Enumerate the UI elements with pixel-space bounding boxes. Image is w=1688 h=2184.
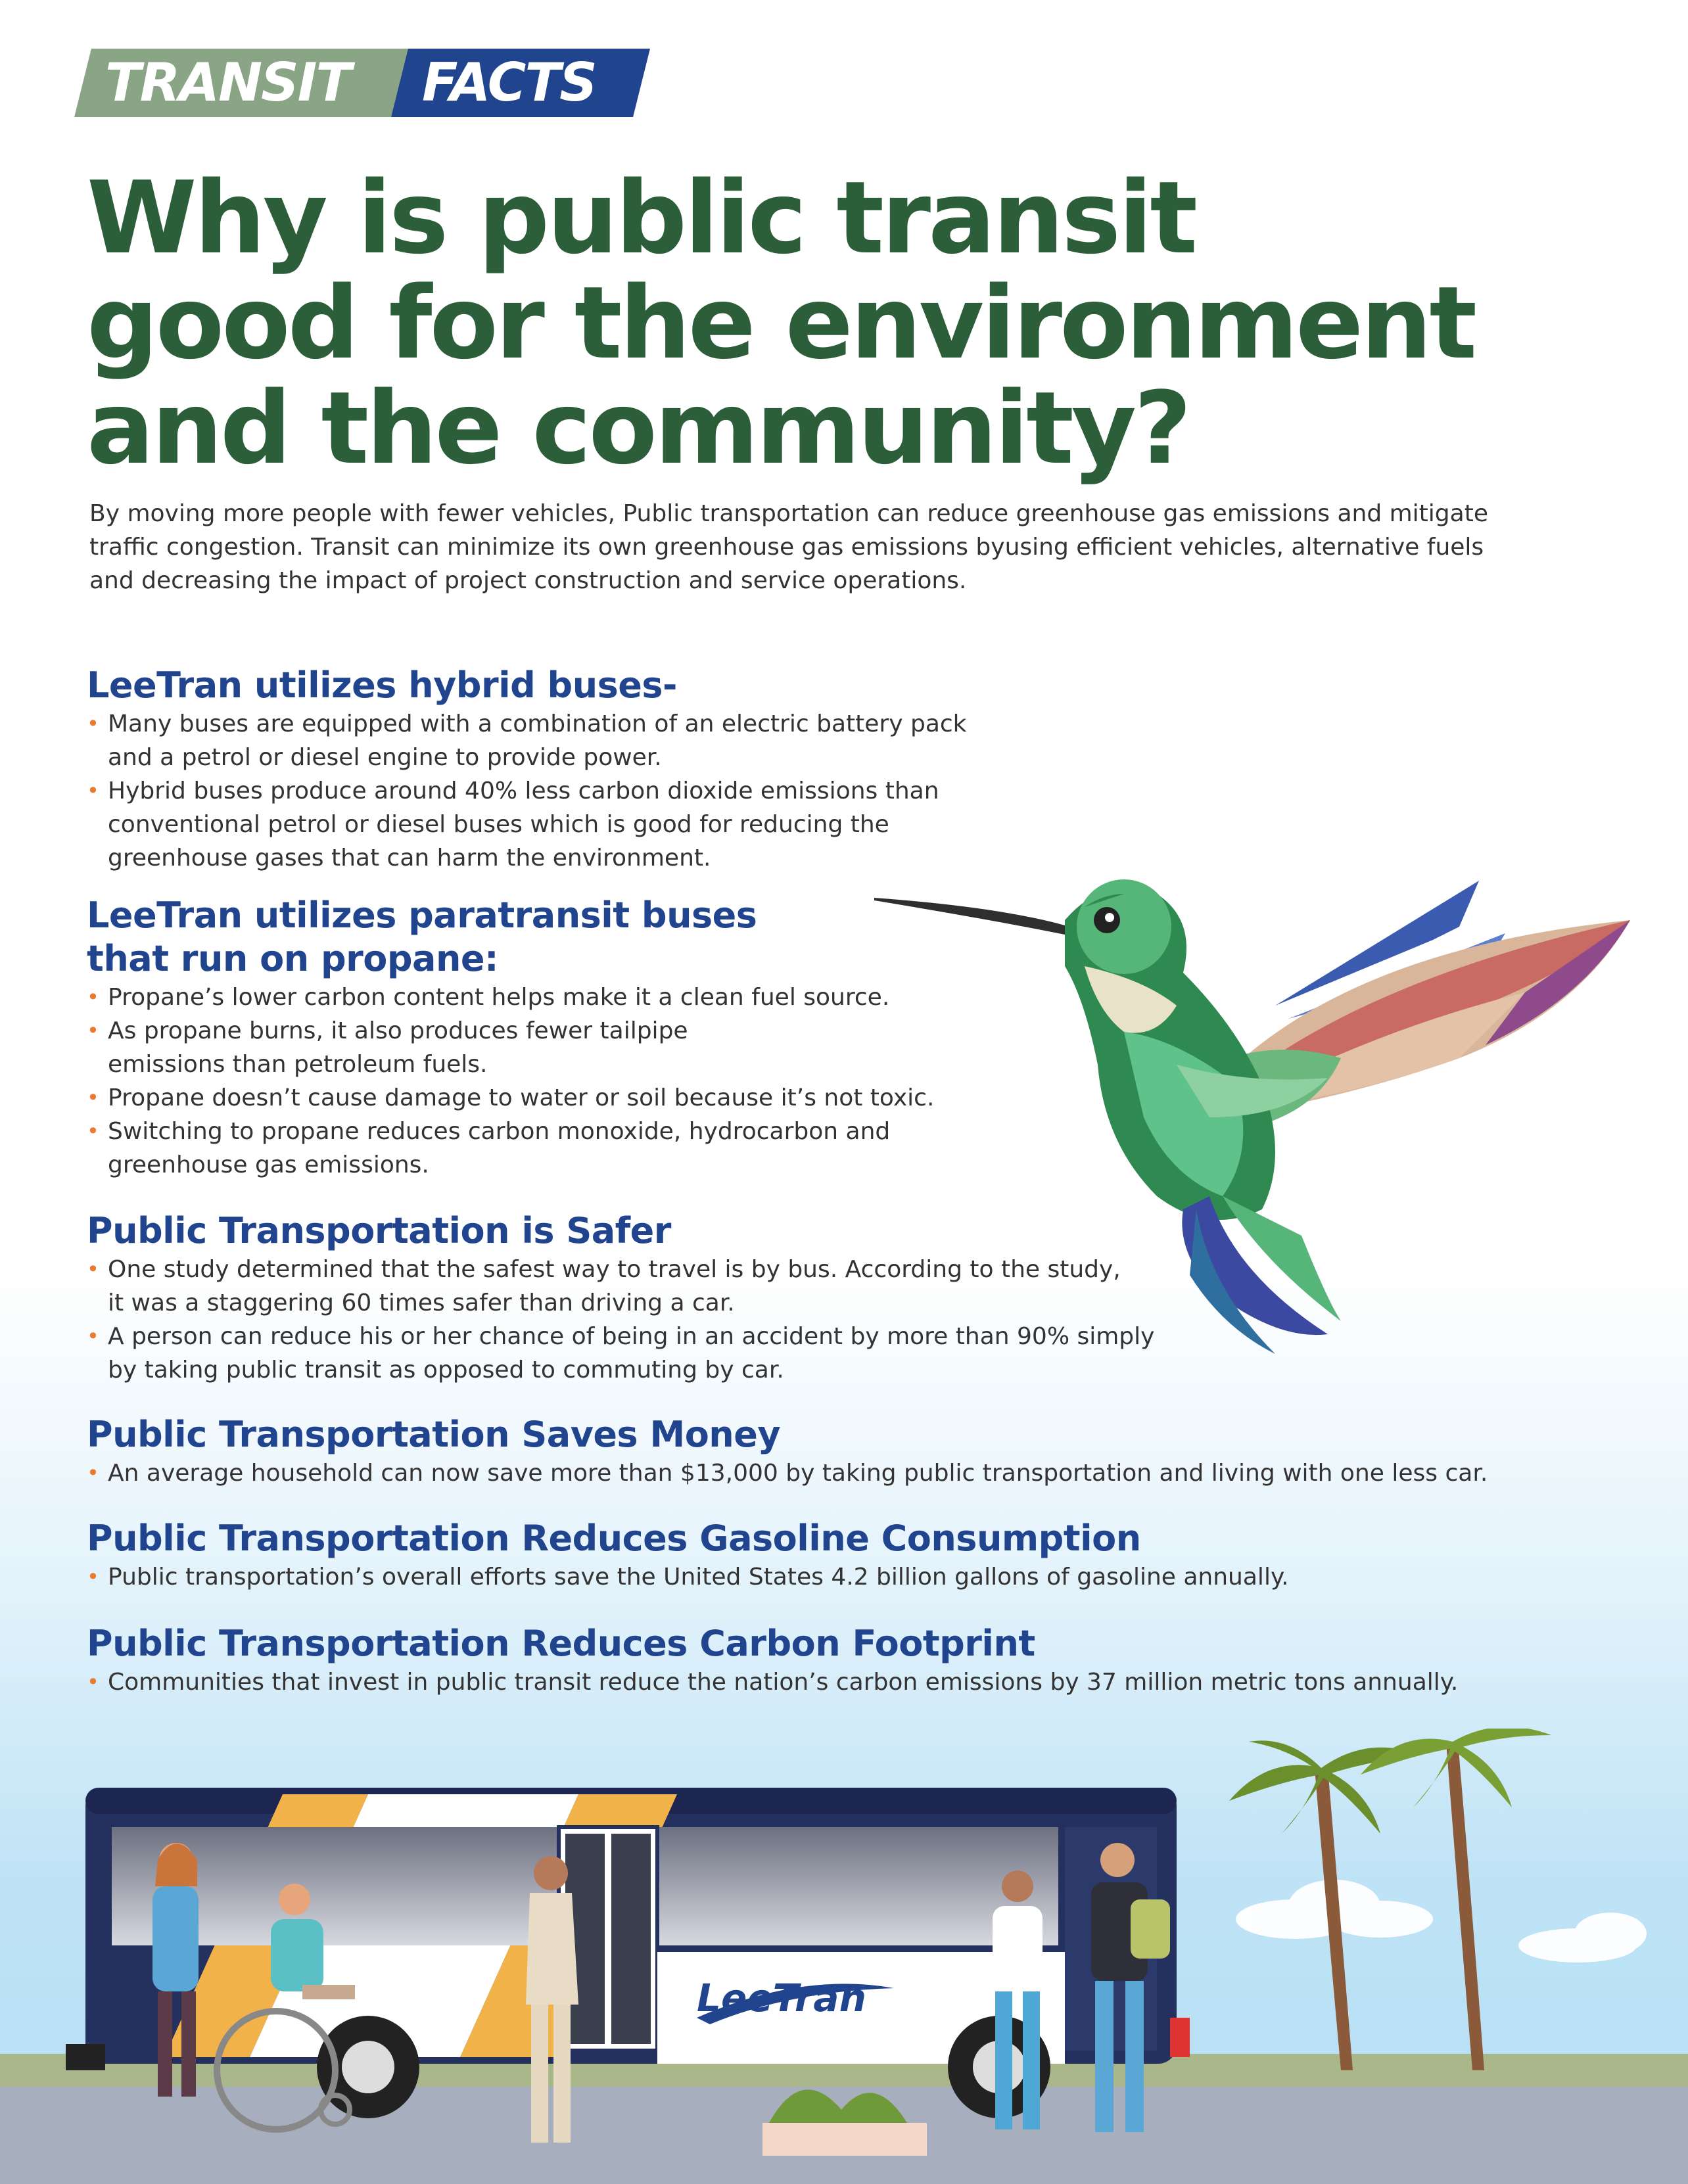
bullet-item: • Hybrid buses produce around 40% less carbon dioxide emissions than conventional petrol or diesel buses which is good for reducing the greenhouse gases that can harm the environment. [87, 774, 994, 875]
badge-transit: TRANSIT [74, 49, 445, 117]
intro-paragraph: By moving more people with fewer vehicles, Public transportation can reduce greenhouse gas emissions and mitigate traffic congestion. Transit can minimize its own greenhouse gas emissions byusing efficient vehicles, alternative fuels and decreasing the impact of project construction and service operations. [89, 500, 1488, 594]
badge-facts: FACTS [391, 49, 650, 117]
transit-facts-badge [71, 49, 596, 117]
bullet-item: • Many buses are equipped with a combination of an electric battery pack and a petrol or diesel engine to provide power. [87, 707, 994, 774]
section-heading: Public Transportation Reduces Gasoline Consumption [87, 1518, 1141, 1559]
section-gasoline [87, 1517, 1651, 1594]
title-line-1: Why is public transit [87, 160, 1196, 276]
bullet-item: • Public transportation’s overall efforts save the United States 4.2 billion gallons of gasoline annually. [87, 1560, 1651, 1594]
bullet-item: • Propane’s lower carbon content helps make it a clean fuel source. [87, 981, 1015, 1014]
section-hybrid-buses [87, 664, 994, 875]
bus-scene-illustration [0, 1729, 1688, 2184]
section-heading: LeeTran utilizes paratransit buses that run on propane: [87, 895, 757, 979]
section-heading: Public Transportation Reduces Carbon Footprint [87, 1623, 1035, 1664]
title-line-2: good for the environment [87, 265, 1475, 381]
section-carbon-footprint [87, 1622, 1651, 1699]
bullet-item: • Communities that invest in public transit reduce the nation’s carbon emissions by 37 million metric tons annually. [87, 1665, 1651, 1699]
title-line-3: and the community? [87, 370, 1190, 486]
section-heading: Public Transportation is Safer [87, 1210, 671, 1251]
bullet-item: • A person can reduce his or her chance of being in an accident by more than 90% simply by taking public transit as opposed to commuting by car. [87, 1320, 1186, 1387]
section-heading: Public Transportation Saves Money [87, 1414, 781, 1455]
bullet-item: • Propane doesn’t cause damage to water or soil because it’s not toxic. [87, 1081, 1067, 1115]
hummingbird-illustration [868, 868, 1643, 1374]
bus-logo-text: LeeTran [697, 1976, 866, 2020]
palm-tree-icon [1229, 1729, 1551, 2070]
section-heading: LeeTran utilizes hybrid buses- [87, 664, 677, 706]
bullet-item: • As propane burns, it also produces fewer tailpipe emissions than petroleum fuels. [87, 1014, 765, 1081]
section-saves-money [87, 1413, 1651, 1490]
cloud-icon [1236, 1880, 1647, 1963]
bullet-item: • An average household can now save more than $13,000 by taking public transportation and living with one less car. [87, 1456, 1651, 1490]
bullet-item: • Switching to propane reduces carbon monoxide, hydrocarbon and greenhouse gas emissions. [87, 1115, 989, 1182]
bullet-item: • One study determined that the safest way to travel is by bus. According to the study, it was a staggering 60 times safer than driving a car. [87, 1253, 1133, 1320]
page-title [87, 160, 1599, 486]
